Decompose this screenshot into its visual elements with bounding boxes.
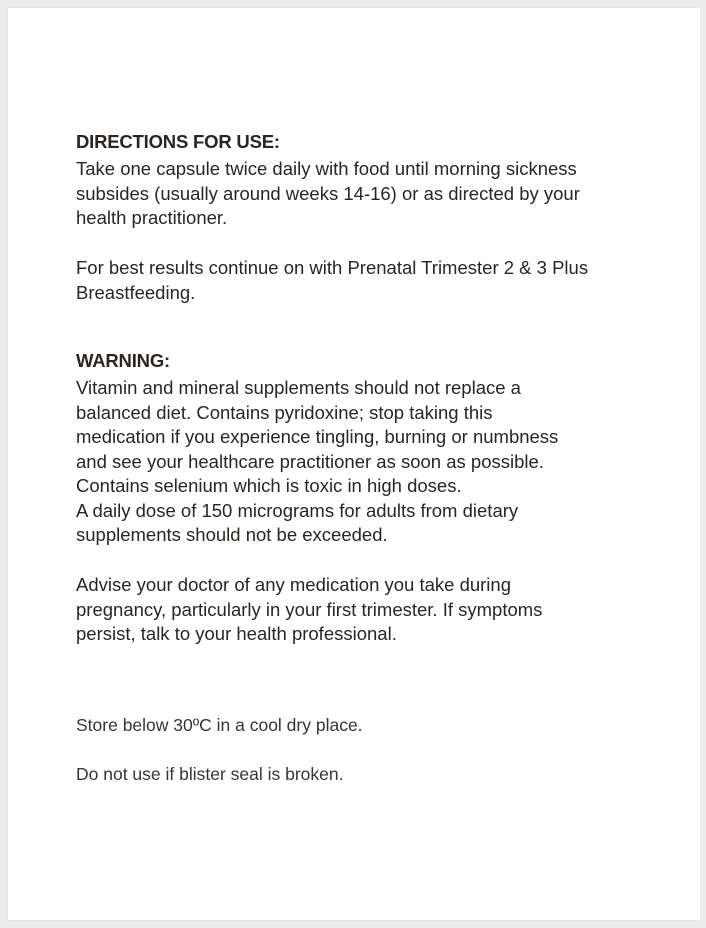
directions-paragraph-1: Take one capsule twice daily with food until morning sickness subsides (usually around weeks 14-16) or as directed by your health practitioner. bbox=[76, 158, 580, 228]
storage-instruction: Store below 30ºC in a cool dry place. bbox=[76, 715, 363, 735]
directions-paragraph-2: For best results continue on with Prenatal Trimester 2 & 3 Plus Breastfeeding. bbox=[76, 257, 589, 303]
blister-seal-notice: Do not use if blister seal is broken. bbox=[76, 764, 344, 784]
warning-paragraph-1: Vitamin and mineral supplements should not replace a balanced diet. Contains pyridoxine; stop taking this medication if you experience tingling, burning or numbness and see your healthcare practitioner as soon as possible. Contains selenium which is toxic in high doses. A daily dose of 150 micrograms for adults from dietary supplements should not be exceeded. bbox=[76, 377, 559, 545]
directions-heading: DIRECTIONS FOR USE: bbox=[76, 131, 280, 152]
warning-paragraph-2: Advise your doctor of any medication you take during pregnancy, particularly in your first trimester. If symptoms persist, talk to your health professional. bbox=[76, 574, 543, 644]
warning-heading: WARNING: bbox=[76, 350, 170, 371]
